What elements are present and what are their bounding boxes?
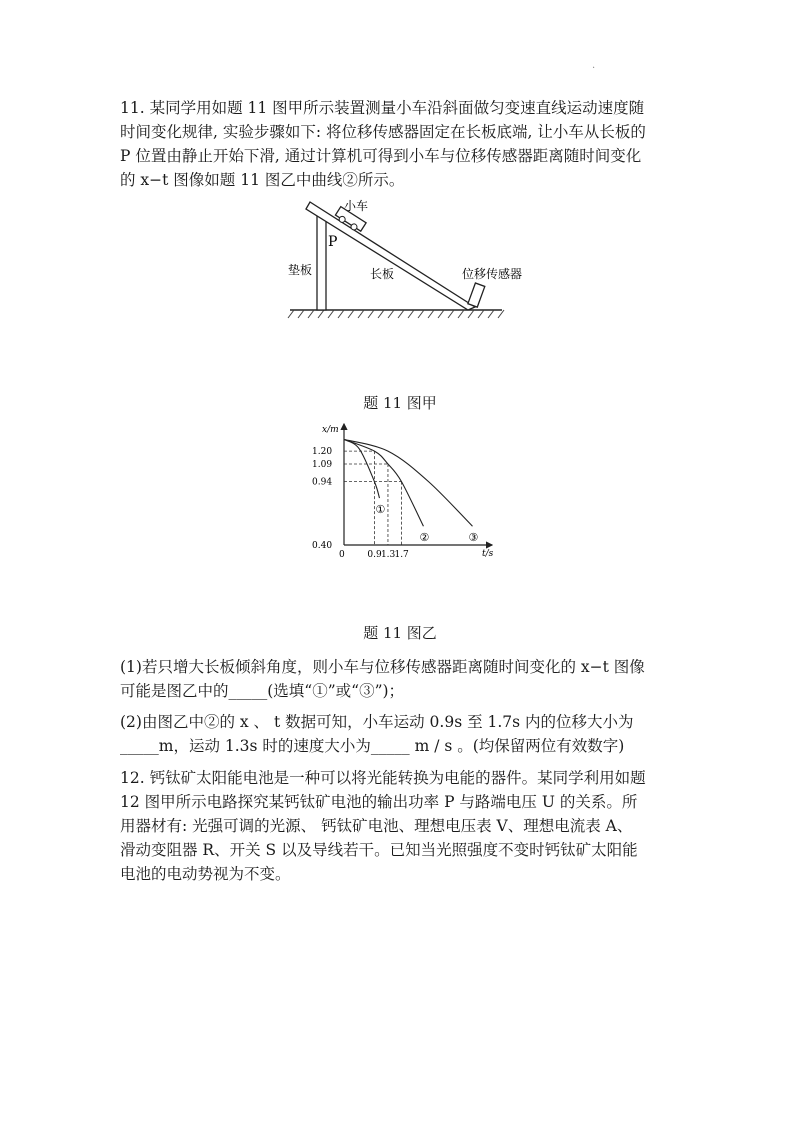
x-tick-label: 1.7: [394, 550, 409, 560]
ground-hatching: [288, 310, 504, 318]
y-tick-label: 1.09: [312, 460, 333, 471]
series-label-1: ①: [375, 503, 386, 517]
text-line: 时间变化规律, 实验步骤如下: 将位移传感器固定在长板底端, 让小车从长板的: [120, 123, 646, 141]
figure-b-caption: 题 11 图乙: [363, 624, 437, 642]
question-11-stem: [120, 96, 680, 192]
long-board: [306, 202, 475, 310]
label-block: 垫板: [288, 263, 313, 277]
question-12-stem: [120, 766, 680, 886]
text-line: _____m，运动 1.3s 时的速度大小为_____ m / s 。(均保留两位有效数字): [120, 737, 625, 755]
y-axis-label: x/m: [322, 425, 339, 435]
series-label-2: ②: [419, 531, 430, 545]
text-line: 11. 某同学用如题 11 图甲所示装置测量小车沿斜面做匀变速直线运动速度随: [120, 99, 645, 117]
origin-label: 0: [339, 550, 345, 560]
label-p: P: [328, 234, 338, 250]
text-line: 电池的电动势视为不变。: [120, 865, 291, 883]
page-mark: .: [592, 60, 596, 71]
x-axis-label: t/s: [482, 549, 494, 559]
figure-a-caption: 题 11 图甲: [363, 394, 437, 412]
series-curve-3: [344, 439, 472, 526]
text-line: (1)若只增大长板倾斜角度，则小车与位移传感器距离随时间变化的 x−t 图像: [120, 658, 645, 676]
text-line: 的 x−t 图像如题 11 图乙中曲线②所示。: [120, 171, 405, 189]
text-line: 用器材有: 光强可调的光源、 钙钛矿电池、理想电压表 V、理想电流表 A、: [120, 817, 633, 835]
series-label-3: ③: [468, 531, 479, 545]
x-tick-label: 0.9: [367, 550, 382, 560]
guide-lines: [344, 451, 401, 545]
y-tick-label: 0.40: [312, 541, 333, 551]
displacement-sensor: [468, 283, 485, 307]
text-line: 12 图甲所示电路探究某钙钛矿电池的输出功率 P 与路端电压 U 的关系。所: [120, 793, 638, 811]
x-tick-label: 1.3: [380, 550, 396, 560]
support-block: [317, 214, 326, 310]
y-tick-label: 0.94: [312, 477, 333, 488]
label-board: 长板: [370, 267, 395, 281]
y-tick-label: 1.20: [312, 447, 333, 458]
label-sensor: 位移传感器: [462, 267, 523, 281]
figure-b-xt-chart: [310, 420, 510, 568]
question-11-part-1: [120, 655, 680, 703]
text-line: 12. 钙钛矿太阳能电池是一种可以将光能转换为电能的器件。某同学利用如题: [120, 769, 646, 787]
series-group: [344, 439, 478, 544]
text-line: (2)由图乙中②的 x 、 t 数据可知，小车运动 0.9s 至 1.7s 内的位移大小为: [120, 713, 634, 731]
label-cart: 小车: [344, 199, 369, 213]
question-11-part-2: [120, 710, 680, 758]
text-line: 可能是图乙中的_____(选填“①”或“③”)；: [120, 682, 405, 700]
text-line: 滑动变阻器 R、开关 S 以及导线若干。已知当光照强度不变时钙钛矿太阳能: [120, 841, 638, 859]
text-line: P 位置由静止开始下滑, 通过计算机可得到小车与位移传感器距离随时间变化: [120, 147, 642, 165]
figure-a-incline-apparatus: [280, 192, 523, 328]
